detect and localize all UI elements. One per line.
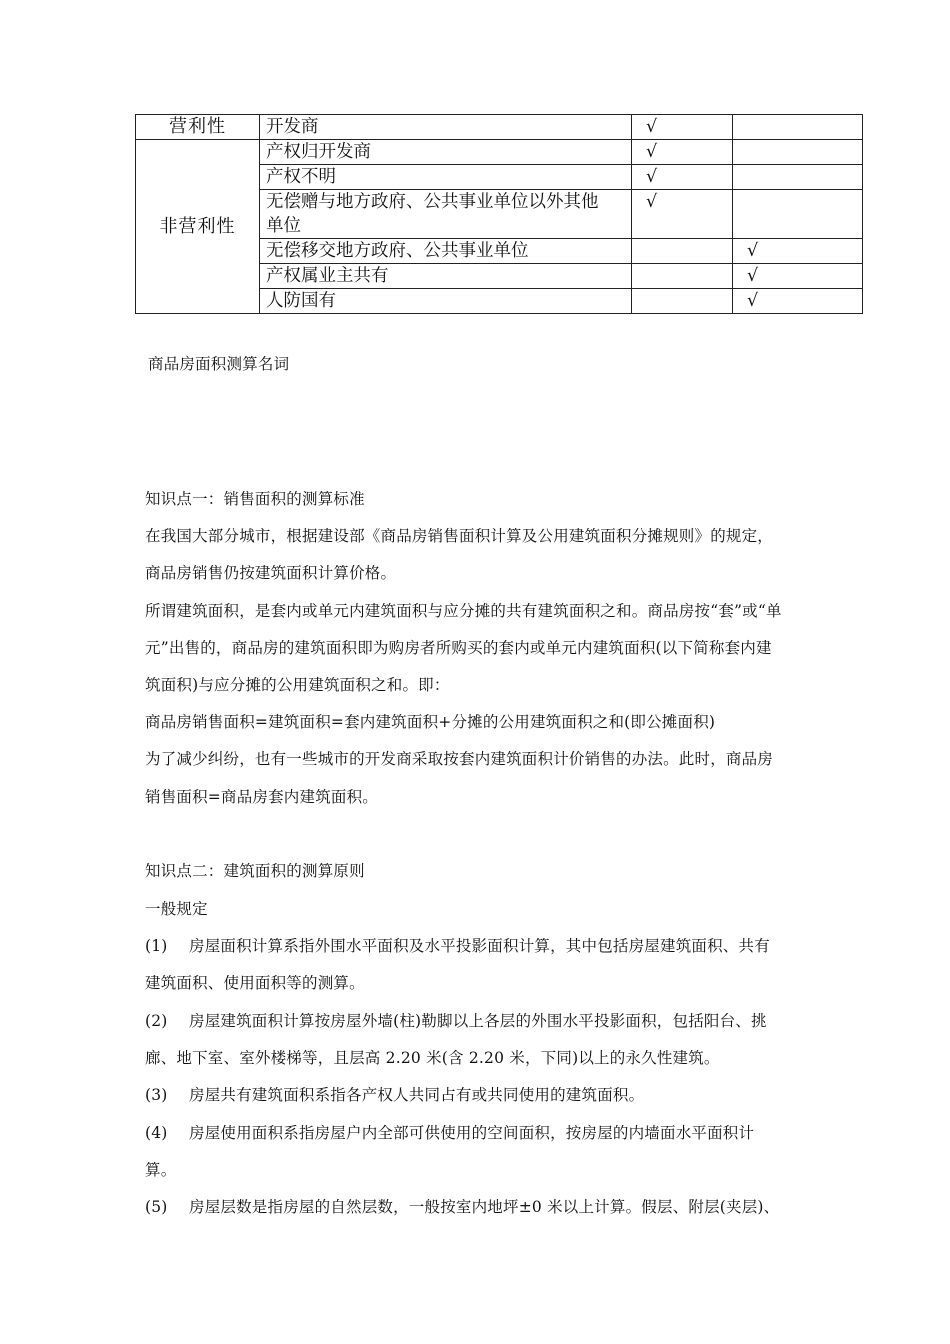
check-cell	[733, 190, 863, 239]
rule-text: 房屋层数是指房屋的自然层数，一般按室内地坪±0 米以上计算。假层、附层(夹层)、	[189, 1198, 780, 1216]
item-cell: 人防国有	[260, 289, 632, 314]
general-rules-heading: 一般规定	[145, 900, 208, 918]
item-cell: 产权归开发商	[260, 140, 632, 165]
check-cell	[733, 140, 863, 165]
rule-number: (5)	[145, 1198, 168, 1216]
check-cell	[632, 239, 733, 264]
check-cell	[632, 289, 733, 314]
formula-line: 商品房销售面积=建筑面积=套内建筑面积+分摊的公用建筑面积之和(即公摊面积)	[145, 713, 716, 731]
rule-item-continuation: 廊、地下室、室外楼梯等，且层高 2.20 米(含 2.20 米，下同)以上的永久性建筑。	[145, 1049, 720, 1067]
rule-number: (2)	[145, 1012, 168, 1030]
property-table	[135, 114, 863, 314]
check-cell: √	[733, 289, 863, 314]
category-cell: 非营利性	[136, 140, 260, 314]
item-line: 单位	[266, 216, 301, 236]
check-cell: √	[632, 140, 733, 165]
paragraph-line: 在我国大部分城市，根据建设部《商品房销售面积计算及公用建筑面积分摊规则》的规定，	[145, 527, 774, 545]
item-cell: 产权属业主共有	[260, 264, 632, 289]
paragraph-line: 筑面积)与应分摊的公用建筑面积之和。即：	[145, 676, 450, 694]
check-cell	[733, 115, 863, 140]
table-row	[136, 140, 863, 165]
rule-item	[145, 1121, 754, 1143]
check-cell	[632, 264, 733, 289]
check-cell	[733, 165, 863, 190]
check-cell: √	[733, 239, 863, 264]
knowledge-heading-2: 知识点二：建筑面积的测算原则	[145, 862, 365, 880]
rule-text: 房屋建筑面积计算按房屋外墙(柱)勒脚以上各层的外围水平投影面积，包括阳台、挑	[189, 1012, 767, 1030]
rule-item-continuation: 算。	[145, 1161, 177, 1179]
rule-number: (1)	[145, 937, 168, 955]
rule-text: 房屋面积计算系指外围水平面积及水平投影面积计算，其中包括房屋建筑面积、共有	[189, 937, 770, 955]
table-row	[136, 115, 863, 140]
knowledge-heading-1: 知识点一：销售面积的测算标准	[145, 490, 365, 508]
rule-text: 房屋使用面积系指房屋户内全部可供使用的空间面积，按房屋的内墙面水平面积计	[189, 1124, 755, 1142]
check-cell: √	[632, 165, 733, 190]
rule-item	[145, 1195, 779, 1217]
rule-number: (3)	[145, 1086, 168, 1104]
check-cell: √	[632, 190, 733, 239]
section-subtitle: 商品房面积测算名词	[148, 355, 290, 373]
rule-text: 房屋共有建筑面积系指各产权人共同占有或共同使用的建筑面积。	[189, 1086, 645, 1104]
paragraph-line: 销售面积=商品房套内建筑面积。	[145, 788, 378, 806]
rule-item	[145, 934, 770, 956]
paragraph-line: 所谓建筑面积，是套内或单元内建筑面积与应分摊的共有建筑面积之和。商品房按“套”或“单	[145, 602, 782, 620]
check-cell: √	[733, 264, 863, 289]
item-line: 无偿赠与地方政府、公共事业单位以外其他	[266, 192, 599, 212]
item-cell: 产权不明	[260, 165, 632, 190]
paragraph-line: 为了减少纠纷，也有一些城市的开发商采取按套内建筑面积计价销售的办法。此时，商品房	[145, 750, 774, 768]
rule-item-continuation: 建筑面积、使用面积等的测算。	[145, 974, 365, 992]
item-cell: 无偿移交地方政府、公共事业单位	[260, 239, 632, 264]
category-cell: 营利性	[136, 115, 260, 140]
rule-item	[145, 1009, 767, 1031]
rule-item	[145, 1083, 644, 1105]
item-cell	[260, 190, 632, 239]
rule-number: (4)	[145, 1124, 168, 1142]
item-cell: 开发商	[260, 115, 632, 140]
paragraph-line: 元”出售的，商品房的建筑面积即为购房者所购买的套内或单元内建筑面积(以下简称套内建	[145, 639, 772, 657]
paragraph-line: 商品房销售仍按建筑面积计算价格。	[145, 564, 397, 582]
check-cell: √	[632, 115, 733, 140]
